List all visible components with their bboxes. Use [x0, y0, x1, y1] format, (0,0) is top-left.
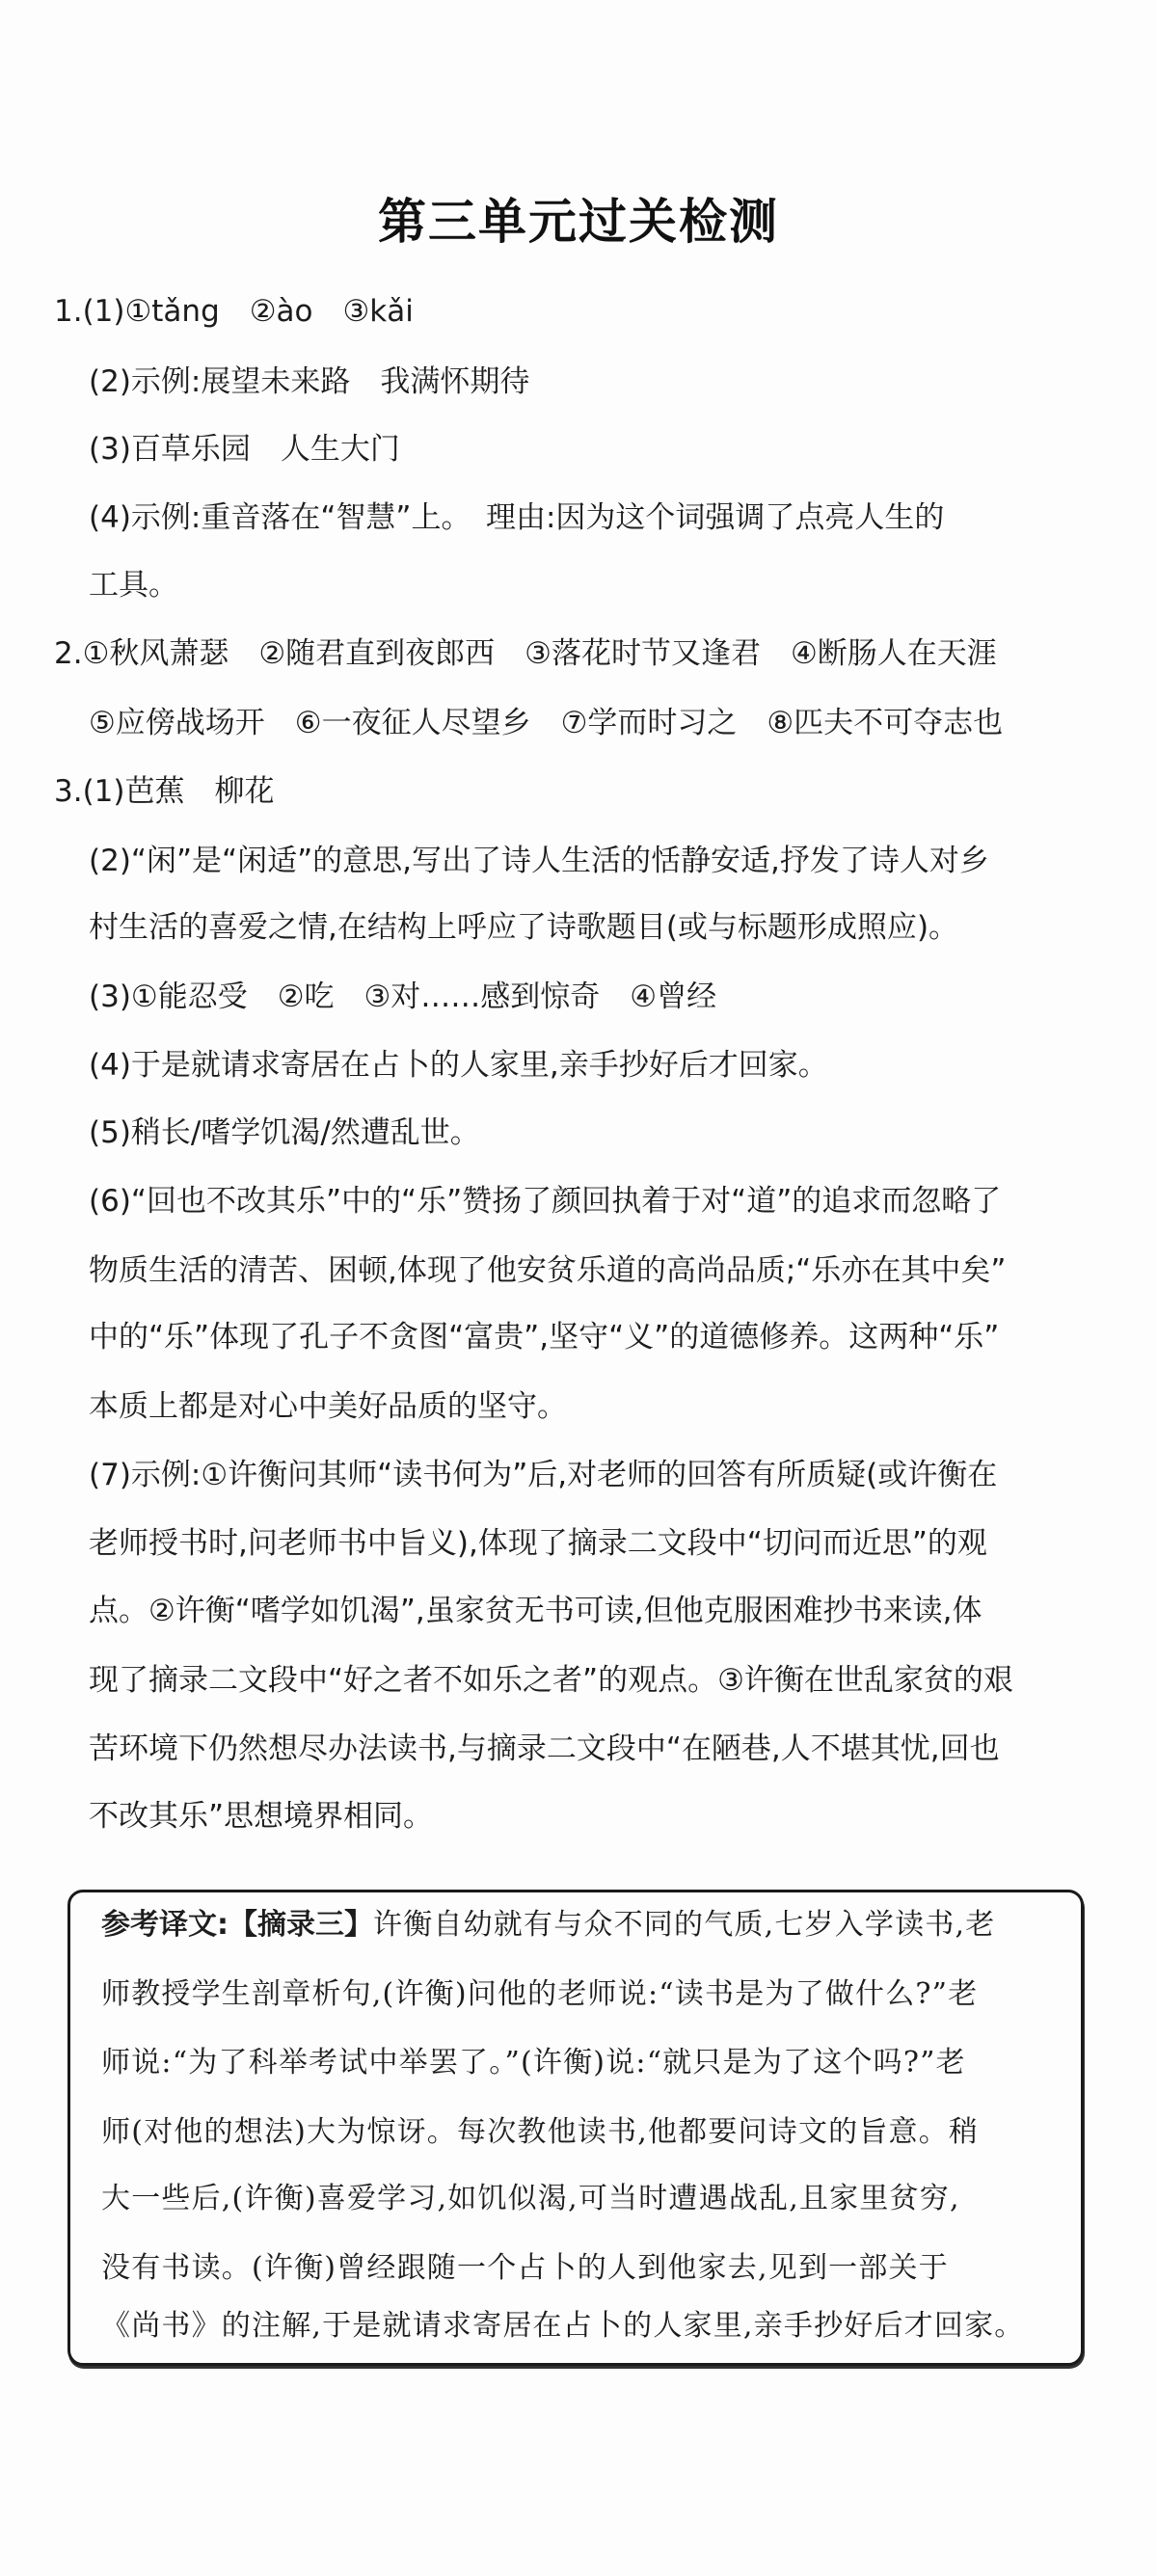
q3-part5: (5)稍长/嗜学饥渴/然遭乱世。 — [89, 1115, 480, 1150]
q3-part7-line6: 不改其乐”思想境界相同。 — [89, 1799, 434, 1834]
q3-part2-line2: 村生活的喜爱之情,在结构上呼应了诗歌题目(或与标题形成照应)。 — [89, 910, 959, 945]
q3-part6-line1: (6)“回也不改其乐”中的“乐”赞扬了颜回执着于对“道”的追求而忽略了 — [89, 1184, 1002, 1219]
translation-label: 参考译文:【摘录三】 — [101, 1908, 373, 1942]
q1-part1: 1.(1)①tǎng ②ào ③kǎi — [54, 294, 414, 329]
q1-part4-line2: 工具。 — [89, 568, 178, 603]
q3-part6-line3: 中的“乐”体现了孔子不贪图“富贵”,坚守“义”的道德修养。这两种“乐” — [89, 1320, 1000, 1355]
page-title: 第三单元过关检测 — [378, 194, 779, 250]
reference-translation-box — [67, 1890, 1084, 2366]
translation-line: 师说:“为了科举考试中举罢了。”(许衡)说:“就只是为了这个吗?”老 — [101, 2046, 966, 2080]
q2-line1: 2.①秋风萧瑟 ②随君直到夜郎西 ③落花时节又逢君 ④断肠人在天涯 — [54, 636, 997, 671]
q3-part1: 3.(1)芭蕉 柳花 — [54, 774, 275, 809]
q3-part7-line1: (7)示例:①许衡问其师“读书何为”后,对老师的回答有所质疑(或许衡在 — [89, 1458, 998, 1492]
q2-line2: ⑤应傍战场开 ⑥一夜征人尽望乡 ⑦学而时习之 ⑧匹夫不可夺志也 — [89, 706, 1004, 740]
q3-part7-line2: 老师授书时,问老师书中旨义),体现了摘录二文段中“切问而近思”的观 — [89, 1526, 987, 1561]
q1-part4-line1: (4)示例:重音落在“智慧”上。 理由:因为这个词强调了点亮人生的 — [89, 500, 945, 535]
q3-part7-line4: 现了摘录二文段中“好之者不如乐之者”的观点。③许衡在世乱家贫的艰 — [89, 1663, 1013, 1698]
q3-part2-line1: (2)“闲”是“闲适”的意思,写出了诗人生活的恬静安适,抒发了诗人对乡 — [89, 844, 989, 878]
q3-part7-line5: 苦环境下仍然想尽办法读书,与摘录二文段中“在陋巷,人不堪其忧,回也 — [89, 1731, 1000, 1766]
q3-part3: (3)①能忍受 ②吃 ③对……感到惊奇 ④曾经 — [89, 979, 717, 1014]
translation-line: 没有书读。(许衡)曾经跟随一个占卜的人到他家去,见到一部关于 — [101, 2251, 949, 2285]
q1-part3: (3)百草乐园 人生大门 — [89, 432, 400, 467]
translation-line: 大一些后,(许衡)喜爱学习,如饥似渴,可当时遭遇战乱,且家里贫穷, — [101, 2182, 960, 2215]
translation-line: 师(对他的想法)大为惊讶。每次教他读书,他都要问诗文的旨意。稍 — [101, 2115, 980, 2149]
q3-part4: (4)于是就请求寄居在占卜的人家里,亲手抄好后才回家。 — [89, 1048, 828, 1083]
translation-line: 参考译文:【摘录三】许衡自幼就有与众不同的气质,七岁入学读书,老 — [101, 1908, 996, 1942]
q3-part6-line2: 物质生活的清苦、困顿,体现了他安贫乐道的高尚品质;“乐亦在其中矣” — [89, 1253, 1007, 1288]
translation-line: 《尚书》的注解,于是就请求寄居在占卜的人家里,亲手抄好后才回家。 — [101, 2309, 1025, 2343]
q1-part2: (2)示例:展望未来路 我满怀期待 — [89, 364, 530, 399]
q3-part6-line4: 本质上都是对心中美好品质的坚守。 — [89, 1389, 567, 1424]
translation-line: 师教授学生剖章析句,(许衡)问他的老师说:“读书是为了做什么?”老 — [101, 1977, 979, 2011]
q3-part7-line3: 点。②许衡“嗜学如饥渴”,虽家贫无书可读,但他克服困难抄书来读,体 — [89, 1594, 982, 1628]
